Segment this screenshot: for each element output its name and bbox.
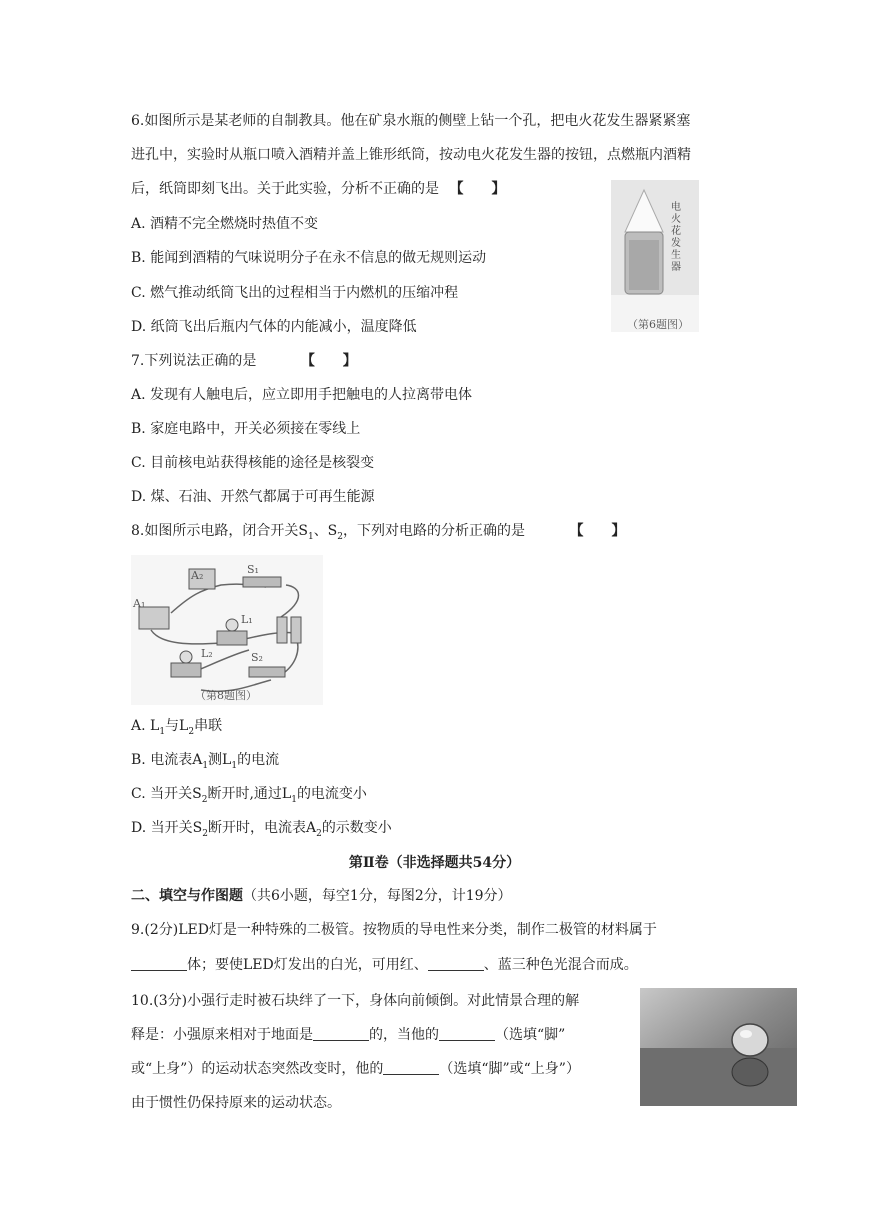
section2-heading — [131, 886, 512, 906]
q8-answer-bracket: 【 】 — [569, 523, 626, 539]
q7-answer-bracket: 【 】 — [300, 353, 357, 369]
q10-text: 释是：小强原来相对于地面是 — [131, 1027, 313, 1043]
q8-option-d — [131, 818, 392, 838]
q8-option-text: 的示数变小 — [321, 820, 392, 836]
q8-option-b — [131, 750, 279, 770]
q10-line1: 10.(3分)小强行走时被石块绊了一下，身体向前倾倒。对此情景合理的解 — [131, 993, 580, 1009]
q7-option-c: C. 目前核电站获得核能的途径是核裂变 — [131, 455, 375, 471]
fig8-label-a1: A₁ — [133, 597, 146, 610]
q8-figure-caption: （第8题图） — [195, 689, 257, 702]
q8-option-text: 的电流变小 — [296, 786, 367, 802]
q6-stem-text: 后，纸筒即刻飞出。关于此实验，分析不正确的是 — [131, 181, 439, 197]
q8-option-text: D. 当开关S — [131, 820, 203, 836]
q8-option-sub: 2 — [202, 828, 208, 839]
q8-option-sub: 2 — [188, 726, 195, 737]
q10-blank-2[interactable] — [439, 1026, 495, 1041]
q8-figure — [131, 555, 323, 705]
q8-option-sub: 1 — [231, 760, 238, 771]
q7-stem — [131, 351, 357, 371]
q9-text: 体；要使LED灯发出的白光，可用红、 — [187, 957, 428, 973]
section2-note: （共6小题，每空1分，每图2分，计19分） — [243, 888, 512, 904]
q7-option-d: D. 煤、石油、开然气都属于可再生能源 — [131, 489, 375, 505]
fig8-label-l2: L₂ — [201, 647, 213, 660]
circuit-diagram — [131, 555, 323, 705]
q10-figure — [640, 988, 797, 1106]
q6-figure-caption: （第6题图） — [627, 318, 689, 331]
fig8-label-a2: A₂ — [191, 569, 204, 582]
q10-line4: 由于惯性仍保持原来的运动状态。 — [131, 1095, 341, 1111]
q9-blank-2[interactable] — [428, 956, 484, 971]
q8-option-text: 的电流 — [237, 752, 280, 768]
section2-title: 二、填空与作图题 — [131, 888, 243, 904]
q6-stem-line3 — [131, 179, 505, 199]
fig8-label-s1: S₁ — [247, 563, 259, 576]
q9-text: 、蓝三种色光混合而成。 — [483, 957, 638, 973]
q10-text: 的，当他的 — [369, 1027, 439, 1043]
q7-stem-text: 7.下列说法正确的是 — [131, 353, 257, 369]
q8-option-text: A. L — [131, 718, 160, 734]
q10-line3 — [131, 1059, 580, 1079]
q8-stem-sub: 2 — [337, 531, 344, 542]
q8-option-sub: 1 — [159, 726, 166, 737]
q8-option-text: C. 当开关S — [131, 786, 202, 802]
q10-text: （选填“脚”或“上身”） — [439, 1061, 580, 1077]
q6-option-a: A. 酒精不完全燃烧时热值不变 — [131, 216, 319, 232]
q8-option-text: 断开时,通过L — [207, 786, 292, 802]
q8-option-text: 串联 — [194, 718, 223, 734]
q8-option-sub: 2 — [201, 794, 208, 805]
q8-stem-sub: 1 — [307, 531, 314, 542]
q6-figure-label: 电火花发生器 — [671, 202, 681, 273]
q6-answer-bracket: 【 】 — [449, 181, 506, 197]
q8-option-sub: 2 — [316, 828, 322, 839]
q9-blank-1[interactable] — [131, 956, 187, 971]
q6-stem-line1: 6.如图所示是某老师的自制教具。他在矿泉水瓶的侧壁上钻一个孔，把电火花发生器紧紧塞 — [131, 113, 691, 129]
q10-blank-3[interactable] — [383, 1060, 439, 1075]
q6-option-d: D. 纸筒飞出后瓶内气体的内能减小，温度降低 — [131, 319, 417, 335]
q8-stem-part: 、S — [313, 523, 338, 539]
q8-option-text: 测L — [208, 752, 232, 768]
q8-option-sub: 1 — [291, 794, 297, 805]
fig8-label-l1: L₁ — [241, 613, 253, 626]
q9-line1: 9.(2分)LED灯是一种特殊的二极管。按物质的导电性来分类，制作二极管的材料属于 — [131, 922, 657, 938]
part2-title: 第Ⅱ卷（非选择题共54分） — [348, 855, 521, 871]
q6-option-c: C. 燃气推动纸筒飞出的过程相当于内燃机的压缩冲程 — [131, 285, 459, 301]
q8-option-text: B. 电流表A — [131, 752, 203, 768]
q8-option-text: 断开时，电流表A — [207, 820, 317, 836]
fig8-label-s2: S₂ — [251, 651, 263, 664]
q6-option-b: B. 能闻到酒精的气味说明分子在永不信息的做无规则运动 — [131, 250, 487, 266]
q6-figure — [611, 180, 699, 332]
q8-stem — [131, 521, 625, 541]
q8-stem-part: ，下列对电路的分析正确的是 — [343, 523, 526, 539]
q10-text: （选填“脚” — [495, 1027, 566, 1043]
water-drop-photo — [640, 988, 797, 1106]
q8-option-a — [131, 716, 222, 736]
q9-line2 — [131, 955, 638, 975]
q8-option-c — [131, 784, 367, 804]
q8-option-text: 与L — [165, 718, 189, 734]
q6-stem-line2: 进孔中，实验时从瓶口喷入酒精并盖上锥形纸筒，按动电火花发生器的按钮，点燃瓶内酒精 — [131, 147, 691, 163]
q10-blank-1[interactable] — [313, 1026, 369, 1041]
bottle-illustration — [611, 180, 699, 332]
q8-option-sub: 1 — [202, 760, 209, 771]
q7-option-a: A. 发现有人触电后，应立即用手把触电的人拉离带电体 — [131, 387, 473, 403]
q10-line2 — [131, 1025, 565, 1045]
q10-text: 或“上身”）的运动状态突然改变时，他的 — [131, 1061, 384, 1077]
q8-stem-part: 8.如图所示电路，闭合开关S — [131, 523, 308, 539]
q7-option-b: B. 家庭电路中，开关必须接在零线上 — [131, 421, 361, 437]
